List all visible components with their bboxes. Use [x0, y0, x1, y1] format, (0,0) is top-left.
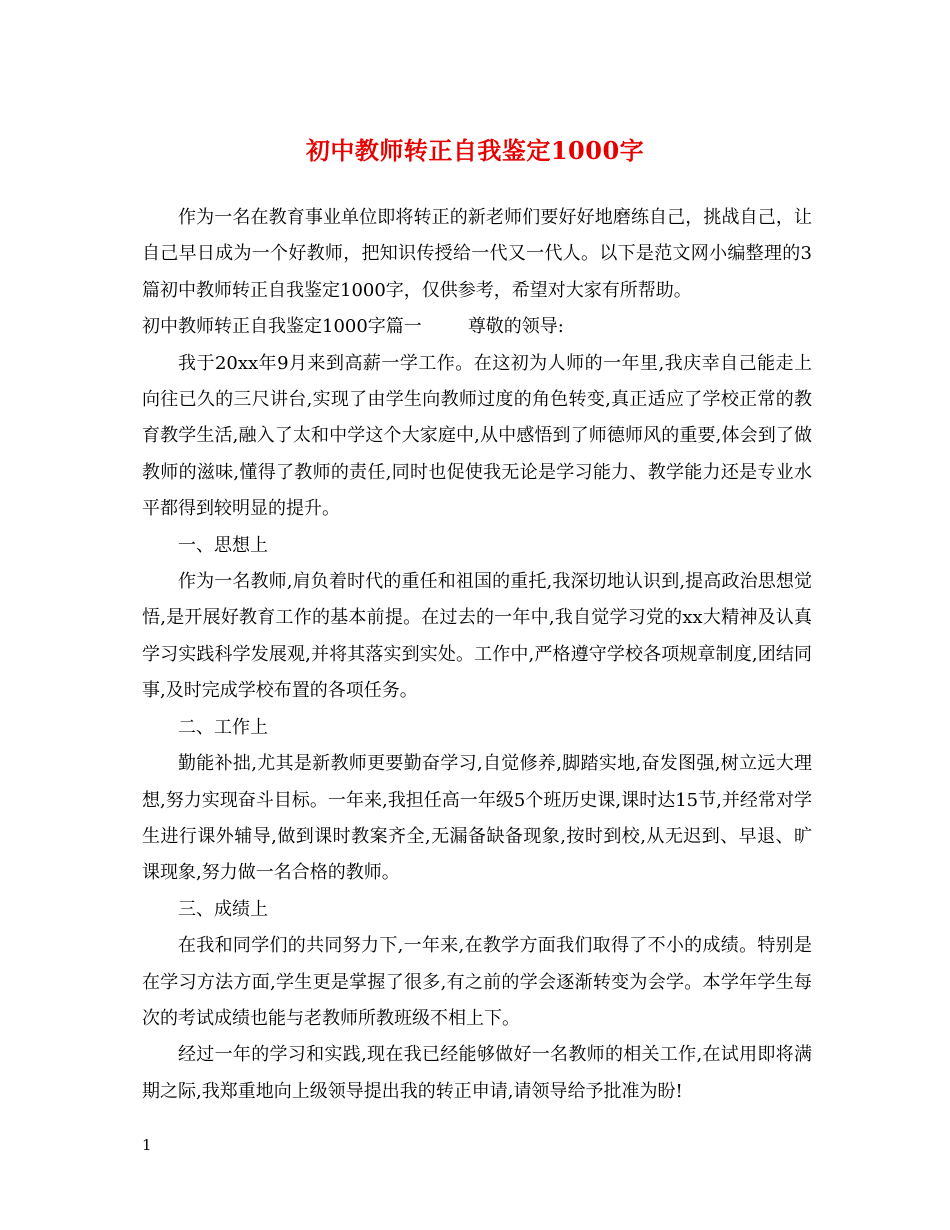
- body-paragraph: 我于20xx年9月来到高薪一学工作。在这初为人师的一年里,我庆幸自己能走上向往已久的三尺讲台,实现了由学生向教师过度的角色转变,真正适应了学校正常的教育教学生活,融入了太和中学这个大家庭中,从中感悟到了师德师风的重要,体会到了做教师的滋味,懂得了教师的责任,同时也促使我无论是学习能力、教学能力还是专业水平都得到较明显的提升。: [142, 352, 812, 520]
- page-title: 初中教师转正自我鉴定1000字: [305, 136, 645, 165]
- subheading-work: 二、工作上: [178, 716, 268, 738]
- intro-paragraph: 作为一名在教育事业单位即将转正的新老师们要好好地磨练自己，挑战自己，让自己早日成为一个好教师，把知识传授给一代又一代人。以下是范文网小编整理的3篇初中教师转正自我鉴定1000字，仅供参考，希望对大家有所帮助。: [142, 207, 812, 301]
- document-body: [142, 200, 812, 1110]
- body-paragraph: 作为一名教师,肩负着时代的重任和祖国的重托,我深切地认识到,提高政治思想觉悟,是开展好教育工作的基本前提。在过去的一年中,我自觉学习党的xx大精神及认真学习实践科学发展观,并将其落实到实处。工作中,严格遵守学校各项规章制度,团结同事,及时完成学校布置的各项任务。: [142, 571, 812, 702]
- page-number: 1: [142, 1136, 152, 1154]
- closing-paragraph: 经过一年的学习和实践,现在我已经能够做好一名教师的相关工作,在试用即将满期之际,我郑重地向上级领导提出我的转正申请,请领导给予批准为盼!: [142, 1044, 812, 1102]
- section-heading-line: [142, 309, 812, 345]
- body-paragraph: 在我和同学们的共同努力下,一年来,在教学方面我们取得了不小的成绩。特别是在学习方法方面,学生更是掌握了很多,有之前的学会逐渐转变为会学。本学年学生每次的考试成绩也能与老教师所教班级不相上下。: [142, 935, 812, 1029]
- subheading-thought: 一、思想上: [178, 534, 268, 556]
- subheading-results: 三、成绩上: [178, 898, 268, 920]
- body-paragraph: 勤能补拙,尤其是新教师更要勤奋学习,自觉修养,脚踏实地,奋发图强,树立远大理想,努力实现奋斗目标。一年来,我担任高一年级5个班历史课,课时达15节,并经常对学生进行课外辅导,做到课时教案齐全,无漏备缺备现象,按时到校,从无迟到、早退、旷课现象,努力做一名合格的教师。: [142, 753, 812, 884]
- salutation: 尊敬的领导:: [467, 316, 564, 338]
- section-heading: 初中教师转正自我鉴定1000字篇一: [142, 316, 422, 338]
